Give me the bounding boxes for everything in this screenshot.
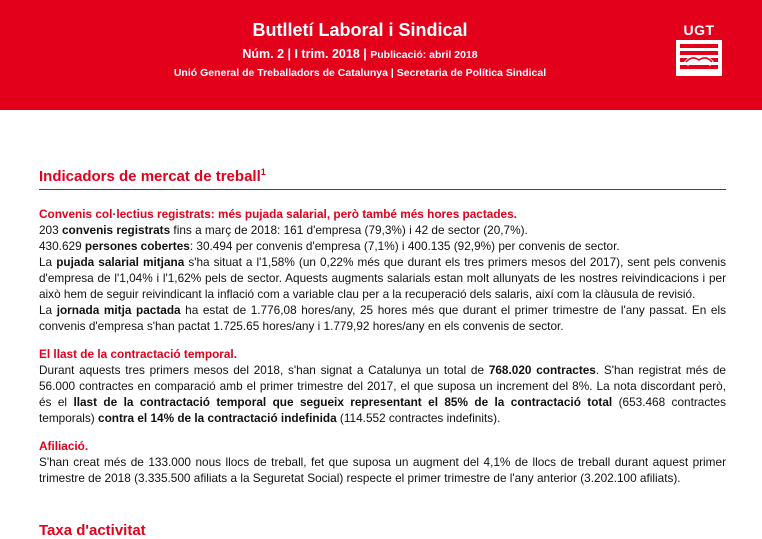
jornada-paragraph: La jornada mitja pactada ha estat de 1.776,08 hores/any, 25 hores més que durant el primer trimestre de l'any passat. En els convenis d'empresa s'han pactat 1.725.65 hores/any i 1.779,92 hores/any en els convenis de sector. [39, 303, 727, 333]
footnote-marker: 1 [260, 167, 266, 177]
header-banner [0, 0, 762, 110]
ugt-logo [673, 22, 725, 78]
convenis-heading: Convenis col·lectius registrats: més pujada salarial, però també més hores pactades. [39, 207, 517, 221]
publication-date: Publicació: abril 2018 [370, 49, 478, 61]
handshake-icon [676, 40, 722, 76]
persones-cobertes-line: 430.629 persones cobertes: 30.494 per convenis d'empresa (7,1%) i 400.135 (92,9%) per convenis de sector. [39, 239, 620, 253]
convenis-registrats-line: 203 convenis registrats fins a març de 2018: 161 d'empresa (79,3%) i 42 de sector (20,7%). [39, 223, 528, 237]
next-section-heading: Taxa d'activitat [39, 522, 146, 539]
section-divider [39, 189, 726, 190]
section-title: Indicadors de mercat de treball$^1$ [39, 167, 266, 185]
llast-heading: El llast de la contractació temporal. [39, 347, 237, 361]
bulletin-title: Butlletí Laboral i Sindical [252, 20, 468, 40]
organization-line: Unió General de Treballadors de Catalunya | Secretaria de Política Sindical [173, 67, 547, 79]
afiliacio-paragraph: S'han creat més de 133.000 nous llocs de treball, fet que suposa un augment del 4,1% de llocs de treball durant aquest primer trimestre de 2018 (3.335.500 afiliats a la Seguretat Social) respecte el primer trimestre de l'any anterior (3.202.100 afiliats). [39, 455, 726, 485]
issue-line [0, 47, 720, 61]
content-body [39, 206, 726, 486]
afiliacio-heading: Afiliació. [39, 439, 89, 453]
logo-emblem [676, 40, 722, 76]
issue-number: Núm. 2 | I trim. 2018 | [242, 47, 367, 61]
logo-text: UGT [683, 22, 715, 38]
llast-paragraph: Durant aquests tres primers mesos del 2018, s'han signat a Catalunya un total de 768.020 contractes. S'han registrat més de 56.000 contractes en comparació amb el primer trimestre del 2017, el que suposa un increment del 8%. La nota discordant però, és el llast de la contractació temporal que segueix representant el 85% de la contractació total (653.468 contractes temporals) contra el 14% de la contractació indefinida (114.552 contractes indefinits). [39, 363, 726, 425]
pujada-salarial-paragraph: La pujada salarial mitjana s'ha situat a l'1,58% (un 0,22% més que durant els tres primers mesos del 2017), sent pels convenis d'empresa de l'1,04% i l'1,62% pels de sector. Aquests augments salarials estan molt allunyats de les nostres reivindicacions i per això hem de seguir reivindicant la inflació com a variable clau per a la recuperació dels salaris, així com la clàusula de revisió. [39, 255, 726, 301]
